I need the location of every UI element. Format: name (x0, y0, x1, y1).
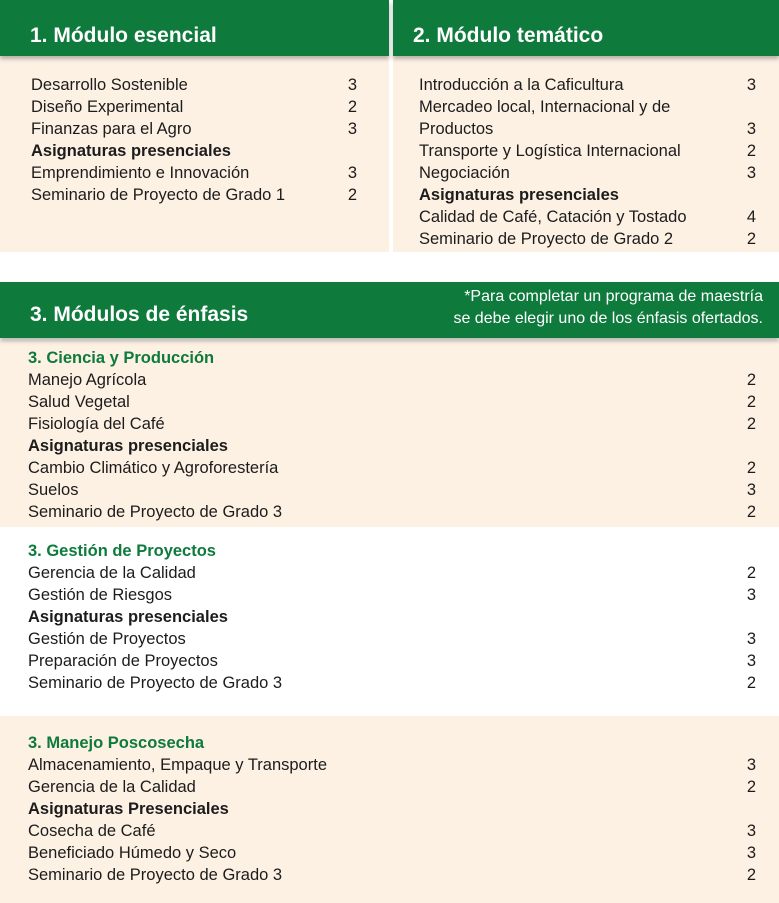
subheading-row (28, 606, 756, 628)
course-credits: 2 (746, 866, 756, 884)
course-name: Manejo Agrícola (28, 371, 147, 389)
course-credits: 3 (347, 120, 357, 138)
course-name: Almacenamiento, Empaque y Transporte (28, 756, 327, 774)
enfasis-title-label: 3. Manejo Poscosecha (28, 734, 205, 752)
course-name: Fisiología del Café (28, 415, 165, 433)
course-row (28, 584, 756, 606)
modulo2-title: 2. Módulo temático (413, 24, 604, 47)
course-credits: 2 (746, 459, 756, 477)
course-name: Salud Vegetal (28, 393, 130, 411)
course-row (31, 184, 357, 206)
course-row (28, 369, 756, 391)
course-name: Finanzas para el Agro (31, 120, 192, 138)
course-credits: 3 (347, 76, 357, 94)
course-credits: 2 (746, 564, 756, 582)
subheading-row (419, 184, 756, 206)
enfasis-title (28, 347, 756, 369)
course-name: Seminario de Proyecto de Grado 1 (31, 186, 286, 204)
course-row (419, 228, 756, 250)
course-name: Gestión de Riesgos (28, 586, 172, 604)
course-name: Productos (419, 120, 494, 138)
course-name: Mercadeo local, Internacional y de (419, 98, 671, 116)
course-credits: 2 (746, 230, 756, 248)
course-row (31, 96, 357, 118)
course-row (28, 820, 756, 842)
course-name: Seminario de Proyecto de Grado 3 (28, 503, 283, 521)
course-name: Negociación (419, 164, 510, 182)
course-credits: 2 (746, 674, 756, 692)
course-row (28, 842, 756, 864)
course-credits: 3 (347, 164, 357, 182)
course-name: Gerencia de la Calidad (28, 564, 196, 582)
course-row (28, 479, 756, 501)
subheading-label: Asignaturas presenciales (419, 186, 619, 204)
course-credits: 3 (746, 756, 756, 774)
course-name: Diseño Experimental (31, 98, 184, 116)
course-row (31, 74, 357, 96)
course-credits: 3 (746, 481, 756, 499)
course-row (419, 162, 756, 184)
course-credits: 3 (746, 822, 756, 840)
subheading-label: Asignaturas presenciales (28, 608, 228, 626)
course-credits: 2 (347, 98, 357, 116)
enfasis-title-label: 3. Ciencia y Producción (28, 349, 215, 367)
course-name: Calidad de Café, Catación y Tostado (419, 208, 687, 226)
course-name: Seminario de Proyecto de Grado 3 (28, 866, 283, 884)
modulo2-header (393, 0, 779, 56)
course-credits: 3 (746, 164, 756, 182)
course-row (419, 206, 756, 228)
subheading-row (31, 140, 357, 162)
course-credits: 3 (746, 630, 756, 648)
course-name: Emprendimiento e Innovación (31, 164, 250, 182)
course-name: Cosecha de Café (28, 822, 156, 840)
enfasis-title (28, 732, 756, 754)
course-name: Suelos (28, 481, 79, 499)
course-row (419, 74, 756, 96)
course-name: Transporte y Logística Internacional (419, 142, 681, 160)
course-credits: 3 (746, 76, 756, 94)
course-name: Introducción a la Caficultura (419, 76, 624, 94)
course-name: Seminario de Proyecto de Grado 2 (419, 230, 674, 248)
enfasis-title (28, 540, 756, 562)
course-name: Desarrollo Sostenible (31, 76, 188, 94)
course-row (28, 650, 756, 672)
course-credits: 4 (746, 208, 756, 226)
course-row (31, 162, 357, 184)
course-name: Gerencia de la Calidad (28, 778, 196, 796)
course-row (28, 776, 756, 798)
course-credits: 2 (746, 142, 756, 160)
course-credits: 2 (746, 778, 756, 796)
course-row (28, 413, 756, 435)
course-credits: 2 (746, 371, 756, 389)
course-name: Gestión de Proyectos (28, 630, 186, 648)
modulo1-title: 1. Módulo esencial (30, 24, 217, 47)
course-row (31, 118, 357, 140)
course-credits: 3 (746, 120, 756, 138)
subheading-row (28, 435, 756, 457)
course-credits: 3 (746, 586, 756, 604)
course-row (419, 96, 756, 118)
subheading-label: Asignaturas presenciales (31, 142, 231, 160)
course-name: Preparación de Proyectos (28, 652, 218, 670)
course-name: Beneficiado Húmedo y Seco (28, 844, 237, 862)
subheading-label: Asignaturas presenciales (28, 437, 228, 455)
course-credits: 2 (746, 503, 756, 521)
course-row (28, 562, 756, 584)
course-name: Cambio Climático y Agroforestería (28, 459, 279, 477)
enfasis-title-label: 3. Gestión de Proyectos (28, 542, 216, 560)
course-row (28, 457, 756, 479)
subheading-row (28, 798, 756, 820)
modulo3-header (0, 282, 779, 338)
subheading-label: Asignaturas Presenciales (28, 800, 229, 818)
course-row (419, 140, 756, 162)
course-row (28, 864, 756, 886)
course-credits: 2 (746, 415, 756, 433)
course-row (28, 501, 756, 523)
enfasis-note-line1: *Para completar un programa de maestría (464, 288, 763, 305)
course-row (28, 628, 756, 650)
enfasis-note (453, 286, 763, 330)
course-credits: 2 (746, 393, 756, 411)
course-name: Seminario de Proyecto de Grado 3 (28, 674, 283, 692)
course-credits: 3 (746, 844, 756, 862)
course-row (419, 118, 756, 140)
course-credits: 2 (347, 186, 357, 204)
modulo3-title: 3. Módulos de énfasis (30, 303, 249, 326)
course-row (28, 754, 756, 776)
enfasis-note-line2: se debe elegir uno de los énfasis ofertados. (453, 310, 763, 327)
course-row (28, 391, 756, 413)
course-row (28, 672, 756, 694)
course-credits: 3 (746, 652, 756, 670)
modulo1-header (0, 0, 389, 56)
